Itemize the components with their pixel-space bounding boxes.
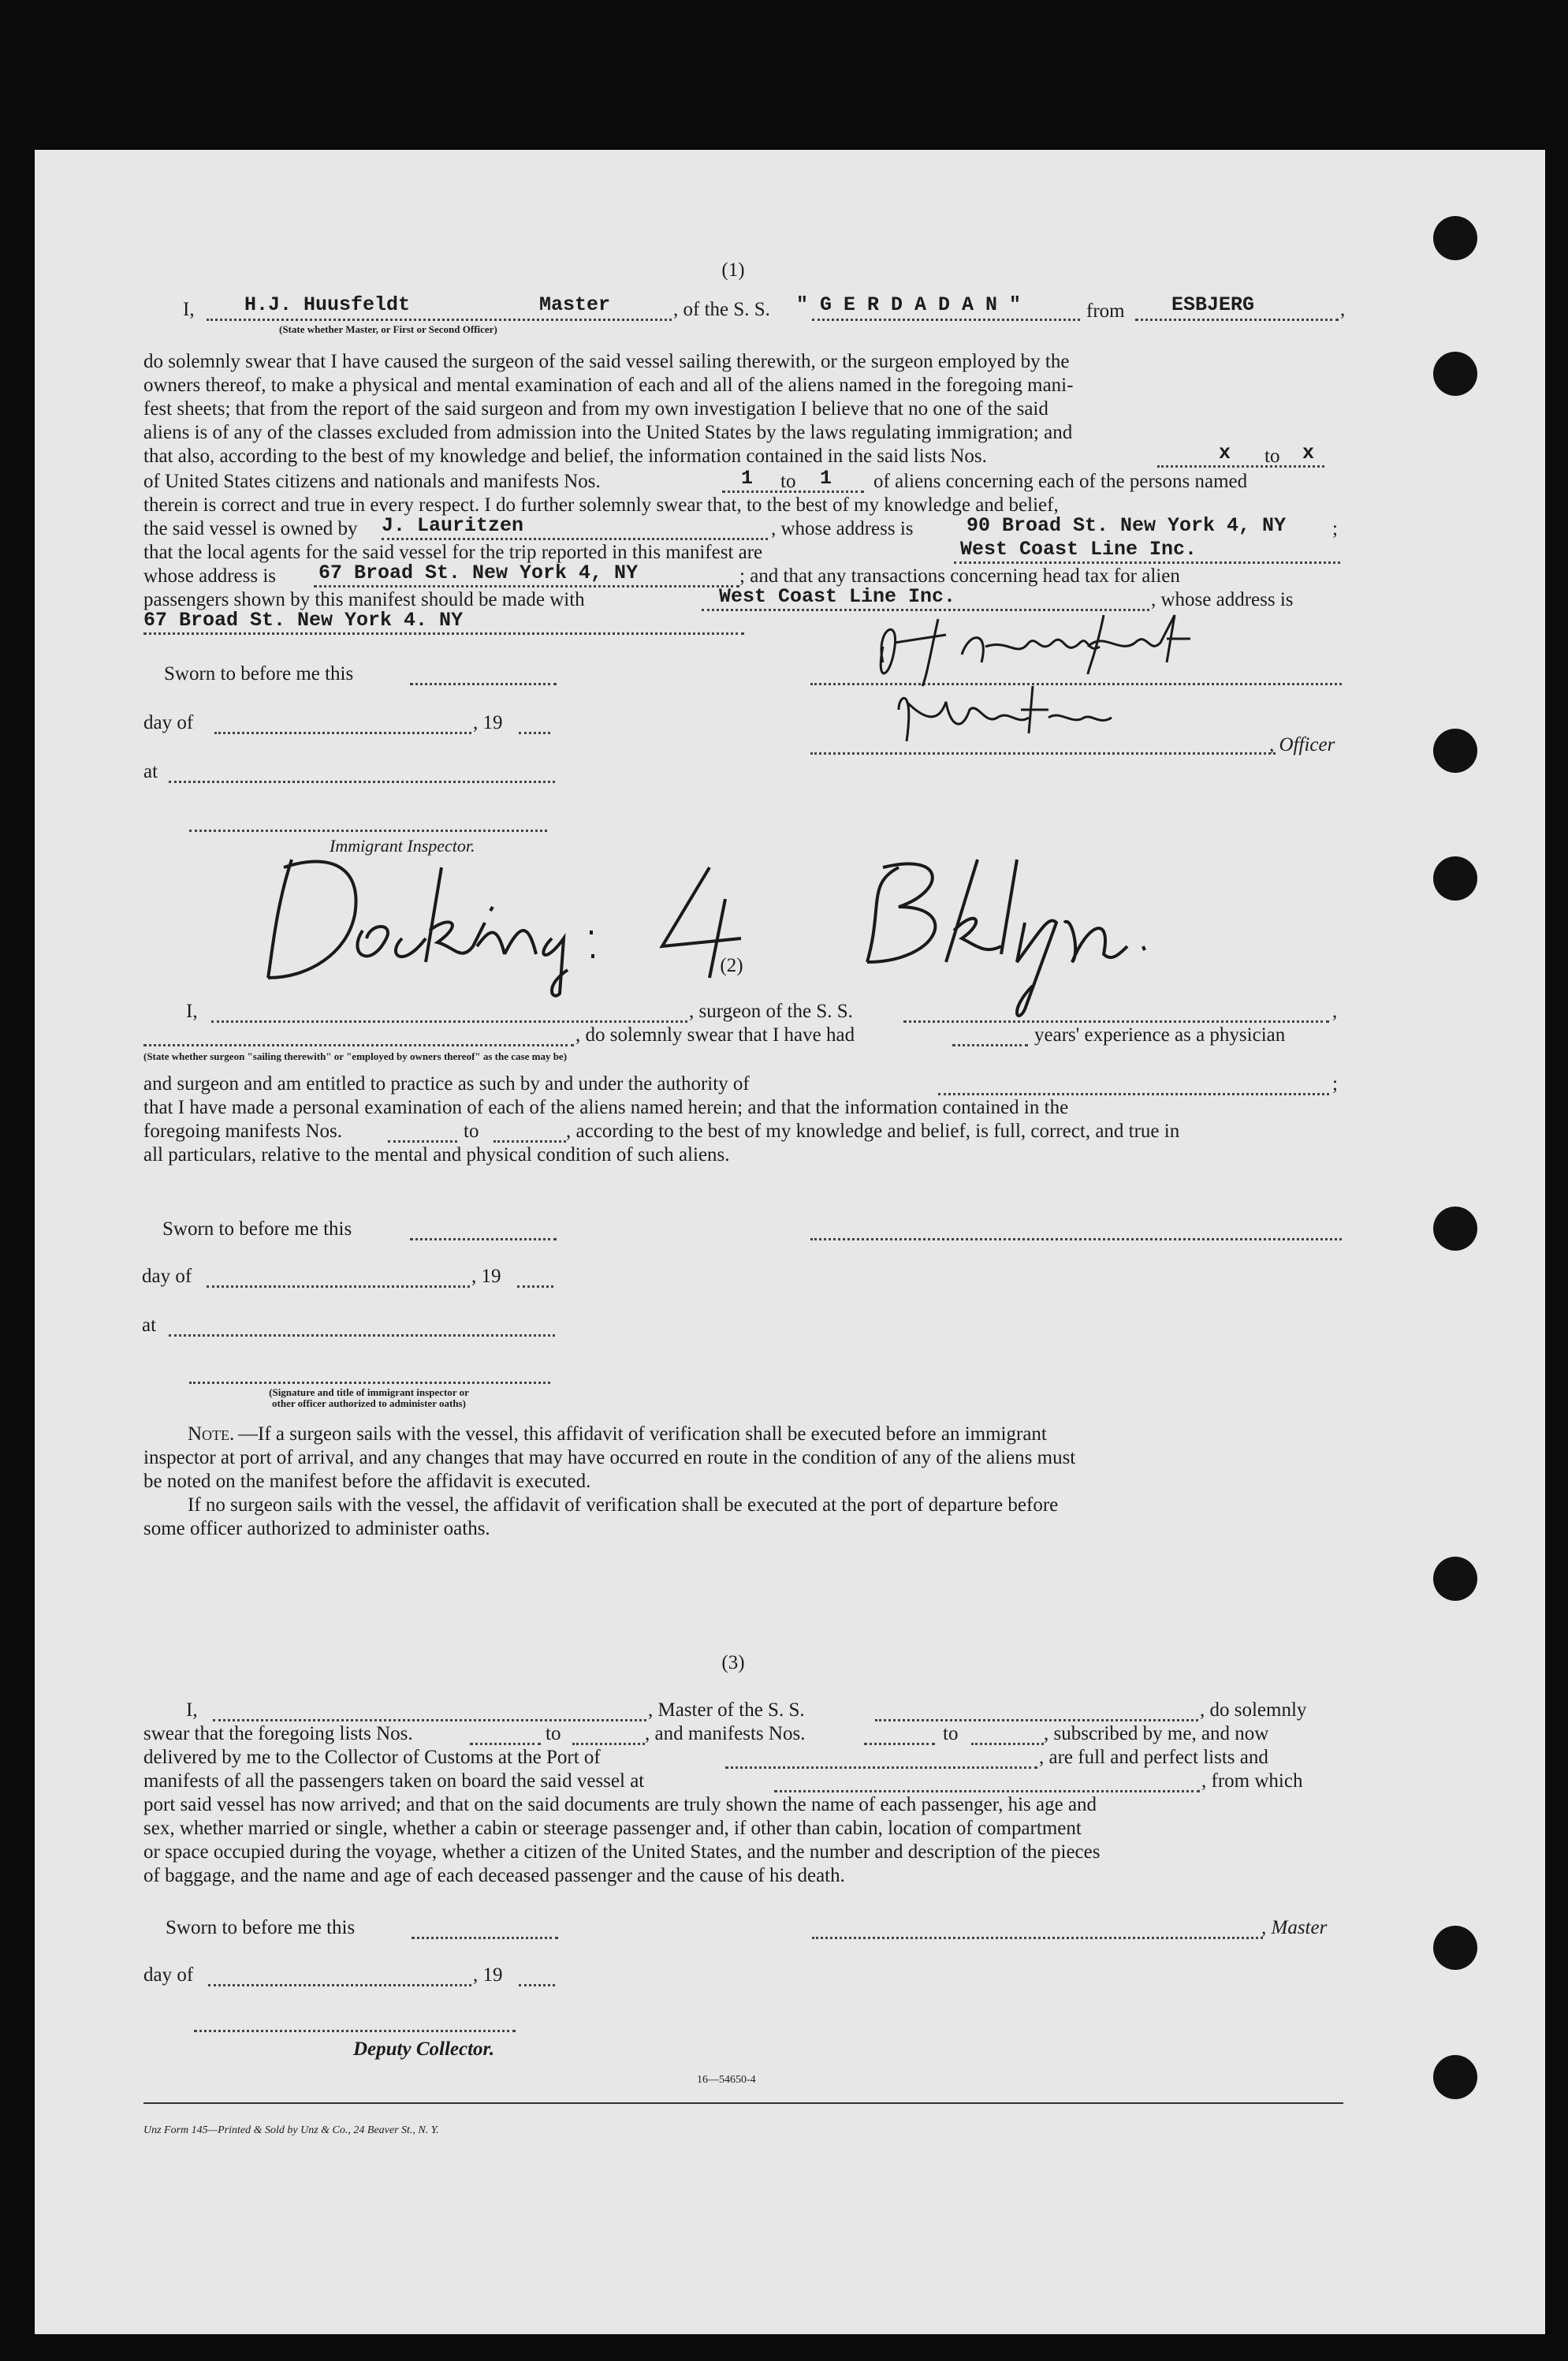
dotted-line <box>519 1984 555 1986</box>
head-tax-text: ; and that any transactions concerning head tax for alien <box>739 565 1180 587</box>
oath-line: all particulars, relative to the mental and physical condition of such aliens. <box>143 1144 730 1166</box>
oath-line: port said vessel has now arrived; and that on the said documents are truly shown the name of each passenger, his age and <box>143 1794 1097 1815</box>
whose-address-label: , whose address is <box>771 518 914 539</box>
note-text: —If a surgeon sails with the vessel, this affidavit of verification shall be executed before an immigrant <box>238 1423 1047 1445</box>
year-label: , 19 <box>473 712 503 733</box>
dotted-line <box>517 1285 553 1288</box>
swear-label: , do solemnly swear that I have had <box>575 1024 855 1046</box>
oath-line: that also, according to the best of my knowledge and belief, the information contained in the said lists Nos. <box>143 446 987 467</box>
day-of-label: day of <box>143 712 194 733</box>
owner-value: J. Lauritzen <box>382 514 524 537</box>
dotted-line <box>169 781 555 783</box>
title-note: (State whether Master, or First or Second Officer) <box>279 323 497 335</box>
comma-text: , <box>1332 1001 1338 1022</box>
section-number: (2) <box>720 955 743 976</box>
tax-address-value: 67 Broad St. New York 4. NY <box>143 609 464 632</box>
signature-note: other officer authorized to administer oaths) <box>272 1397 466 1409</box>
sworn-label: Sworn to before me this <box>166 1917 356 1938</box>
manifests-label: of United States citizens and nationals and manifests Nos. <box>143 471 601 492</box>
pronoun-label: I, <box>186 1699 198 1721</box>
oath-line: owners thereof, to make a physical and mental examination of each and all of the aliens named in the foregoing mani- <box>143 375 1074 396</box>
oath-line: , according to the best of my knowledge and belief, is full, correct, and true in <box>566 1121 1180 1142</box>
subscribed-label: , subscribed by me, and now <box>1044 1723 1269 1744</box>
dotted-line <box>189 1382 550 1384</box>
passengers-label: passengers shown by this manifest should be made with <box>143 589 585 610</box>
manifest-to-value: 1 <box>820 467 832 490</box>
owner-address-value: 90 Broad St. New York 4, NY <box>966 514 1287 537</box>
port-value: ESBJERG <box>1171 293 1255 316</box>
comma-text: , <box>1340 299 1346 320</box>
binder-hole <box>1433 352 1477 396</box>
pronoun-label: I, <box>186 1001 198 1022</box>
day-of-label: day of <box>143 1964 194 1986</box>
pronoun-label: I, <box>183 299 195 320</box>
dotted-line <box>470 1743 541 1745</box>
dotted-line <box>207 1285 470 1288</box>
at-label: at <box>142 1315 157 1336</box>
officer-label: , Officer <box>1269 734 1335 755</box>
divider <box>143 2102 1343 2104</box>
dotted-line <box>493 1140 566 1143</box>
oath-line: therein is correct and true in every respect. I do further solemnly swear that, to the best of my knowledge and belief, <box>143 494 1059 516</box>
binder-hole <box>1433 1557 1477 1601</box>
oath-line: sex, whether married or single, whether a cabin or steerage passenger and, if other than cabin, location of compartment <box>143 1818 1082 1839</box>
oath-line: fest sheets; that from the report of the said surgeon and from my own investigation I believe that no one of the said <box>143 398 1048 420</box>
sworn-label: Sworn to before me this <box>162 1218 352 1240</box>
oath-line: do solemnly swear that I have caused the surgeon of the said vessel sailing therewith, or the surgeon employed by the <box>143 351 1070 372</box>
agents-value: West Coast Line Inc. <box>960 538 1197 561</box>
dotted-line <box>1135 319 1339 321</box>
dotted-line <box>875 1719 1198 1721</box>
collector-label: delivered by me to the Collector of Customs at the Port of <box>143 1747 601 1768</box>
master-label: , Master <box>1261 1917 1328 1938</box>
dotted-line <box>938 1093 1329 1095</box>
manifest-from-value: 1 <box>741 467 754 490</box>
printer-footer: Unz Form 145—Printed & Sold by Unz & Co., 24 Beaver St., N. Y. <box>143 2124 439 2136</box>
dotted-line <box>952 1044 1028 1046</box>
dotted-line <box>864 1743 935 1745</box>
dotted-line <box>812 319 1080 321</box>
dotted-line <box>954 561 1340 564</box>
taken-on-board-label: manifests of all the passengers taken on board the said vessel at <box>143 1770 645 1792</box>
to-label: to <box>780 471 796 492</box>
oath-line: that I have made a personal examination of each of the aliens named herein; and that the information contained in the <box>143 1097 1069 1118</box>
manifests-label-end: of aliens concerning each of the persons named <box>873 471 1248 492</box>
manifests-label: foregoing manifests Nos. <box>143 1121 343 1142</box>
lists-perfect-label: , are full and perfect lists and <box>1039 1747 1268 1768</box>
dotted-line <box>519 732 550 734</box>
signature-note: (Signature and title of immigrant inspector or <box>269 1386 469 1398</box>
dotted-line <box>903 1020 1329 1023</box>
owned-by-label: the said vessel is owned by <box>143 518 358 539</box>
dotted-line <box>214 732 471 734</box>
section-number: (3) <box>721 1652 745 1673</box>
year-label: , 19 <box>473 1964 503 1986</box>
whose-address-label: , whose address is <box>1151 589 1294 610</box>
dotted-line <box>211 1020 687 1023</box>
lists-to-value: x <box>1302 442 1315 464</box>
form-number: 16—54650-4 <box>697 2074 756 2086</box>
section-number: (1) <box>721 259 745 281</box>
year-label: , 19 <box>471 1266 501 1287</box>
authority-label: and surgeon and am entitled to practice as such by and under the authority of <box>143 1073 750 1095</box>
dotted-line <box>410 1238 557 1240</box>
oath-line: of baggage, and the name and age of each deceased passenger and the cause of his death. <box>143 1865 845 1886</box>
to-label: to <box>464 1121 479 1142</box>
semicolon-text: ; <box>1332 1073 1338 1095</box>
master-name-value: H.J. Huusfeldt <box>244 293 411 316</box>
dotted-line <box>213 1719 646 1721</box>
manifests-label: , and manifests Nos. <box>645 1723 806 1744</box>
to-label: to <box>1264 446 1280 467</box>
dotted-line <box>810 1238 1342 1240</box>
dotted-line <box>189 830 547 832</box>
inspector-label: Immigrant Inspector. <box>330 836 475 856</box>
tax-agent-value: West Coast Line Inc. <box>719 585 956 608</box>
note-text: inspector at port of arrival, and any changes that may have occurred en route in the condition of any of the aliens must <box>143 1447 1076 1468</box>
from-label: from <box>1086 300 1125 322</box>
surgeon-note: (State whether surgeon "sailing therewith" or "employed by owners thereof" as the case may be) <box>143 1050 568 1062</box>
dotted-line <box>143 1044 574 1046</box>
dotted-line <box>382 538 768 540</box>
to-label: to <box>546 1723 561 1744</box>
note-text: be noted on the manifest before the affidavit is executed. <box>143 1471 591 1492</box>
dotted-line <box>194 2030 516 2032</box>
dotted-line <box>774 1790 1200 1792</box>
dotted-line <box>388 1140 457 1143</box>
agent-address-value: 67 Broad St. New York 4, NY <box>318 561 639 584</box>
note-text: If no surgeon sails with the vessel, the affidavit of verification shall be executed at the port of departure before <box>188 1494 1059 1516</box>
years-label: years' experience as a physician <box>1034 1024 1286 1046</box>
note-text: some officer authorized to administer oaths. <box>143 1518 490 1539</box>
oath-line: aliens is of any of the classes excluded from admission into the United States by the laws regulating immigration; and <box>143 422 1073 443</box>
dotted-line <box>207 319 672 321</box>
to-label: to <box>943 1723 959 1744</box>
dotted-line <box>812 1937 1263 1939</box>
note-label: Note. <box>188 1423 235 1445</box>
dotted-line <box>314 585 739 587</box>
dotted-line <box>169 1334 555 1337</box>
surgeon-of-label: , surgeon of the S. S. <box>689 1001 853 1022</box>
dotted-line <box>572 1743 645 1745</box>
dotted-line <box>410 683 557 685</box>
binder-hole <box>1433 856 1477 901</box>
deputy-collector-label: Deputy Collector. <box>353 2038 495 2060</box>
dotted-line <box>1157 465 1324 468</box>
dotted-line <box>412 1937 558 1939</box>
oath-line: or space occupied during the voyage, whether a citizen of the United States, and the number and description of the pieces <box>143 1841 1101 1863</box>
lists-label: swear that the foregoing lists Nos. <box>143 1723 413 1744</box>
sworn-label: Sworn to before me this <box>164 663 354 684</box>
at-label: at <box>143 761 158 782</box>
day-of-label: day of <box>142 1266 192 1287</box>
from-which-label: , from which <box>1201 1770 1303 1792</box>
dotted-line <box>143 632 744 635</box>
dotted-line <box>971 1743 1044 1745</box>
lists-from-value: x <box>1219 442 1231 464</box>
ship-name-value: " G E R D A D A N " <box>796 293 1022 316</box>
agent-address-label: whose address is <box>143 565 277 587</box>
master-of-label: , Master of the S. S. <box>648 1699 805 1721</box>
binder-hole <box>1433 1207 1477 1251</box>
master-title-value: Master <box>539 293 611 316</box>
master-signature <box>851 599 1293 773</box>
dotted-line <box>725 1766 1037 1769</box>
agents-label: that the local agents for the said vessel for the trip reported in this manifest are <box>143 542 763 563</box>
docking-note <box>268 836 1411 994</box>
dotted-line <box>208 1984 471 1986</box>
binder-hole <box>1433 1926 1477 1970</box>
semicolon-text: ; <box>1332 518 1338 539</box>
binder-hole <box>1433 2055 1477 2099</box>
binder-hole <box>1433 729 1477 773</box>
of-ss-label: , of the S. S. <box>673 299 770 320</box>
binder-hole <box>1433 216 1477 260</box>
do-solemnly-label: , do solemnly <box>1200 1699 1307 1721</box>
